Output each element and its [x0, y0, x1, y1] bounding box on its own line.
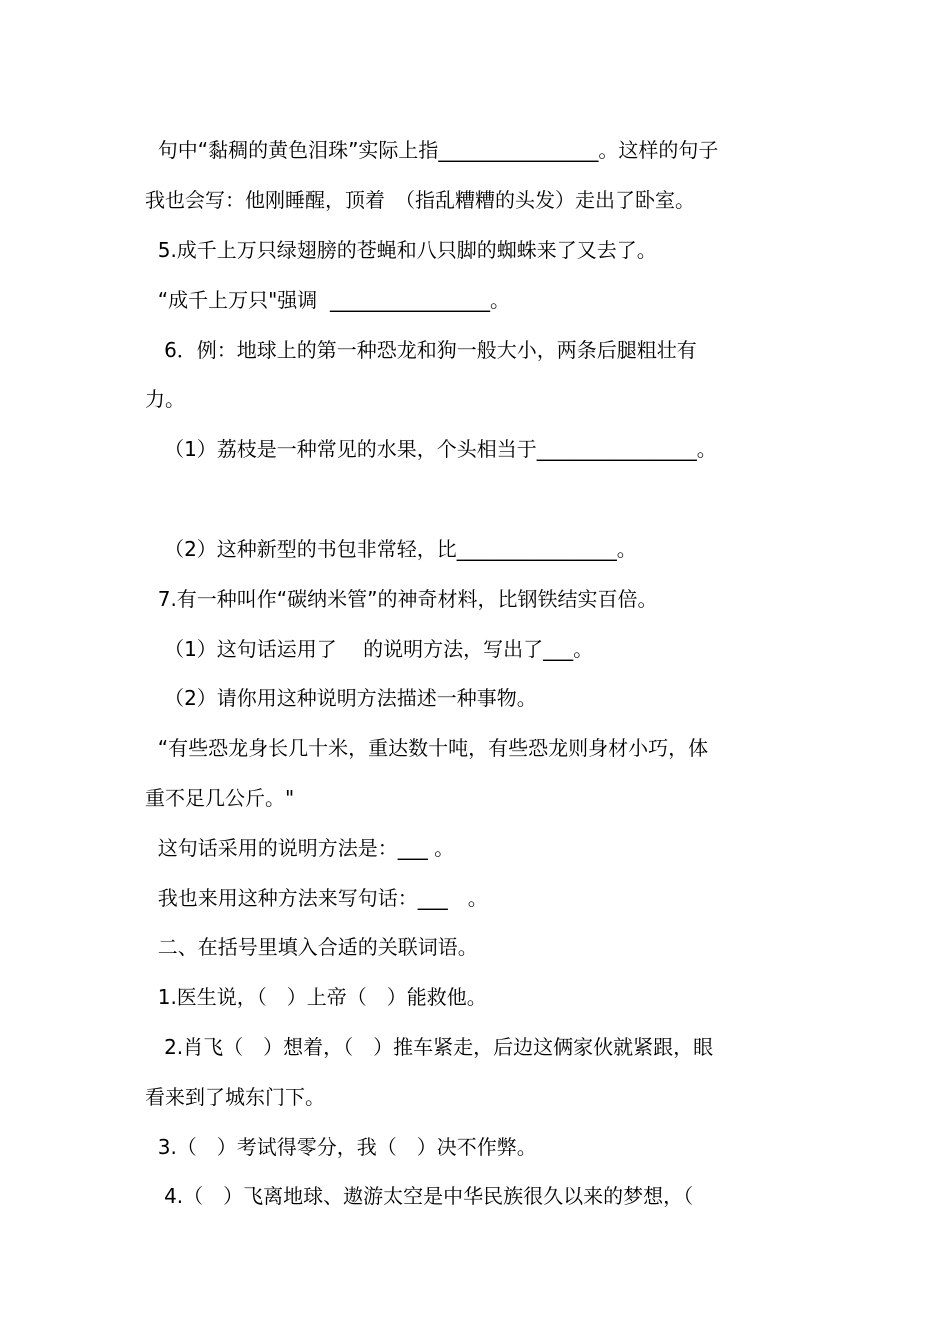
text-line-12: “有些恐龙身长几十米，重达数十吨，有些恐龙则身材小巧，体 — [145, 736, 709, 760]
text-line-9: 7.有一种叫作“碳纳米管”的神奇材料，比钢铁结实百倍。 — [145, 587, 658, 611]
text-line-11: （2）请你用这种说明方法描述一种事物。 — [145, 686, 537, 710]
text-line-15: 我也来用这种方法来写句话：___ 。 — [145, 886, 488, 910]
text-line-8: （2）这种新型的书包非常轻，比________________。 — [145, 537, 637, 561]
text-line-6: 力。 — [145, 387, 185, 411]
text-line-7: （1）荔枝是一种常见的水果，个头相当于________________。 — [145, 437, 717, 461]
text-line-3: 5.成千上万只绿翅膀的苍蝇和八只脚的蜘蛛来了又去了。 — [145, 238, 657, 262]
text-line-21: 4.（ ）飞离地球、遨游太空是中华民族很久以来的梦想，（ — [145, 1184, 694, 1208]
text-line-18: 2.肖飞（ ）想着，（ ）推车紧走，后边这俩家伙就紧跟，眼 — [145, 1035, 714, 1059]
text-line-20: 3.（ ）考试得零分，我（ ）决不作弊。 — [145, 1135, 537, 1159]
text-line-5: 6．例：地球上的第一种恐龙和狗一般大小，两条后腿粗壮有 — [145, 338, 697, 362]
text-line-2: 我也会写：他刚睡醒，顶着 （指乱糟糟的头发）走出了卧室。 — [145, 188, 695, 212]
text-line-17: 1.医生说，（ ）上帝（ ）能救他。 — [145, 985, 487, 1009]
text-line-10: （1）这句话运用了 的说明方法，写出了___。 — [145, 637, 594, 661]
text-line-14: 这句话采用的说明方法是：___ 。 — [145, 836, 455, 860]
text-line-1: 句中“黏稠的黄色泪珠”实际上指________________。这样的句子 — [145, 138, 719, 162]
text-line-4: “成千上万只"强调 ________________。 — [145, 288, 510, 312]
text-line-13: 重不足几公斤。" — [145, 786, 295, 810]
text-line-19: 看来到了城东门下。 — [145, 1085, 325, 1109]
text-line-16: 二、在括号里填入合适的关联词语。 — [145, 935, 478, 959]
